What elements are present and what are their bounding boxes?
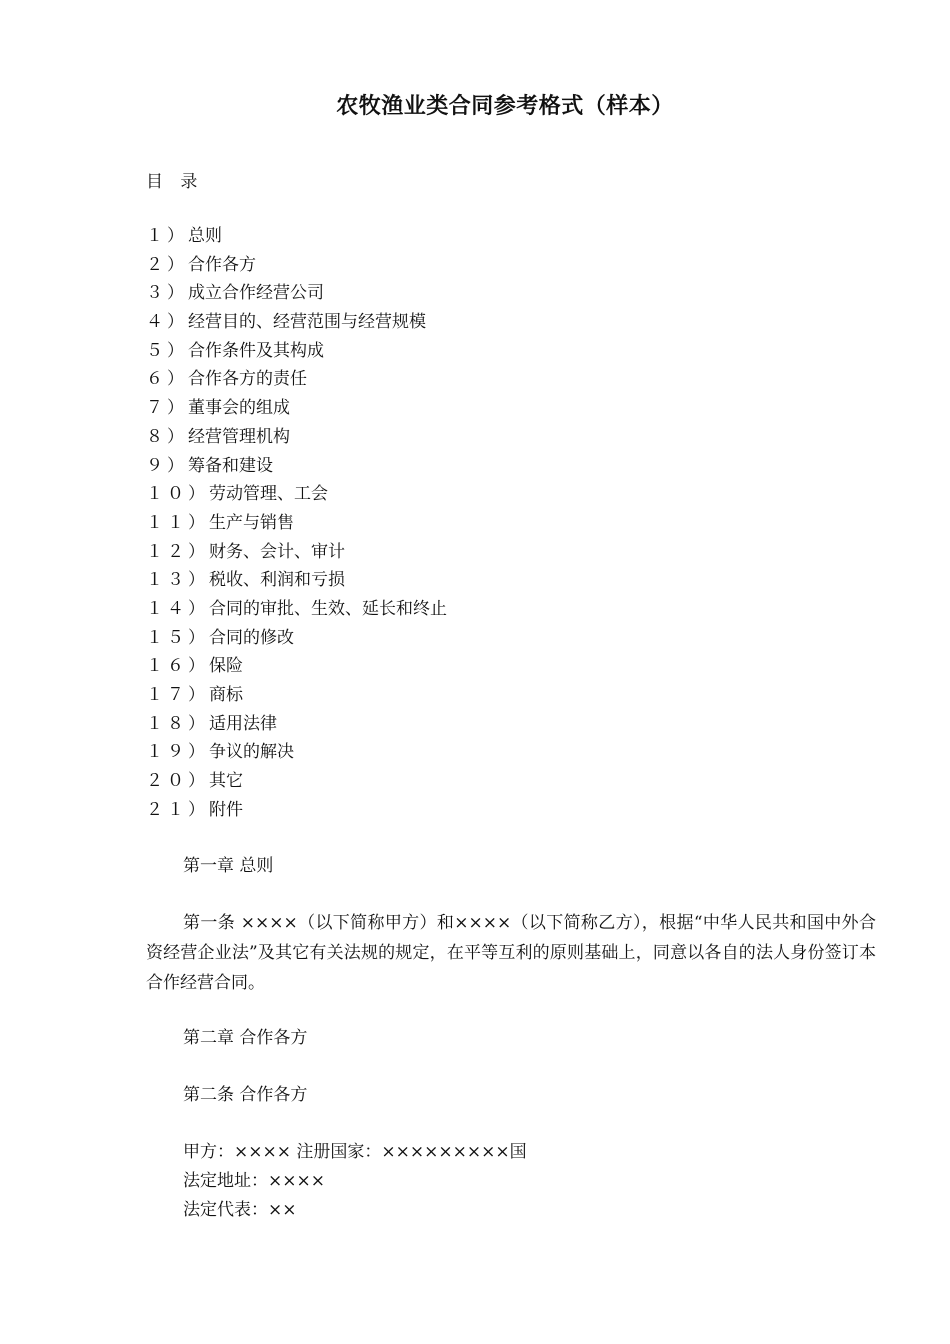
toc-item	[146, 710, 447, 739]
toc-item-label: 筹备和建设	[188, 455, 273, 476]
toc-item	[146, 681, 447, 710]
toc-item	[146, 509, 447, 538]
toc-item-number: ５）	[146, 340, 188, 361]
toc-item-label: 合作条件及其构成	[188, 340, 324, 361]
article-2-heading: 第二条 合作各方	[183, 1085, 308, 1105]
toc-item-number: １）	[146, 226, 188, 246]
party-a-line: 甲方：×××× 注册国家：×××××××××国	[183, 1142, 527, 1162]
toc-item	[146, 480, 447, 509]
toc-item-label: 合同的审批、生效、延长和终止	[209, 598, 447, 619]
toc-item	[146, 738, 447, 767]
toc-item	[146, 595, 447, 624]
toc-item	[146, 538, 447, 567]
chapter-1-heading: 第一章 总则	[183, 856, 274, 876]
toc-item	[146, 652, 447, 681]
toc-item-label: 争议的解决	[209, 742, 294, 763]
toc-item-label: 税收、利润和亏损	[209, 570, 345, 591]
toc-item-number: ２０）	[146, 771, 209, 792]
toc-item-label: 生产与销售	[209, 512, 294, 533]
toc-item-number: １４）	[146, 598, 209, 619]
article-1-paragraph: 第一条 ××××（以下简称甲方）和××××（以下简称乙方），根据“中华人民共和国中外合资经营企业法”及其它有关法规的规定，在平等互利的原则基础上，同意以各自的法人身份签订本合作经营合同。	[146, 913, 876, 993]
toc-item	[146, 308, 447, 337]
toc-item	[146, 566, 447, 595]
toc-item-number: １９）	[146, 742, 209, 763]
toc-item	[146, 767, 447, 796]
toc-item-number: １６）	[146, 656, 209, 677]
toc-item	[146, 279, 447, 308]
toc-item-number: ６）	[146, 369, 188, 390]
toc-item	[146, 251, 447, 280]
toc-item-number: １８）	[146, 713, 209, 734]
toc-item	[146, 394, 447, 423]
toc-item	[146, 796, 447, 825]
toc-item-number: １５）	[146, 627, 209, 648]
toc-item-label: 其它	[209, 771, 243, 792]
toc-item-label: 商标	[209, 685, 243, 705]
toc-heading: 目 录	[146, 172, 204, 192]
toc-item	[146, 337, 447, 366]
toc-item	[146, 222, 447, 251]
chapter-2-heading: 第二章 合作各方	[183, 1028, 308, 1048]
toc-item-number: １７）	[146, 685, 209, 705]
toc-item-number: ９）	[146, 455, 188, 476]
toc-item-label: 经营目的、经营范围与经营规模	[188, 312, 426, 333]
legal-representative-line: 法定代表：××	[183, 1200, 297, 1220]
toc-item-number: ２１）	[146, 799, 209, 820]
toc-item-number: １２）	[146, 541, 209, 562]
toc-item-number: ７）	[146, 398, 188, 419]
toc-item-number: １１）	[146, 512, 209, 533]
toc-item-number: ３）	[146, 283, 188, 304]
toc-item-number: ８）	[146, 426, 188, 447]
toc-item-number: １０）	[146, 484, 209, 505]
toc-item-label: 合作各方	[188, 254, 256, 275]
toc-item-label: 合作各方的责任	[188, 369, 307, 390]
toc-item	[146, 624, 447, 653]
toc-item-label: 总则	[188, 226, 222, 246]
legal-address-line: 法定地址：××××	[183, 1171, 325, 1191]
toc-item-label: 董事会的组成	[188, 398, 290, 419]
toc-item-label: 成立合作经营公司	[188, 283, 324, 304]
toc-item	[146, 452, 447, 481]
toc-item-number: ４）	[146, 312, 188, 333]
table-of-contents	[146, 222, 447, 824]
toc-item-label: 合同的修改	[209, 627, 294, 648]
toc-item-label: 保险	[209, 656, 243, 677]
toc-item-label: 财务、会计、审计	[209, 541, 345, 562]
toc-item	[146, 365, 447, 394]
toc-item-label: 适用法律	[209, 713, 277, 734]
document-title: 农牧渔业类合同参考格式（样本）	[336, 93, 674, 119]
toc-item-label: 劳动管理、工会	[209, 484, 328, 505]
toc-item-number: ２）	[146, 254, 188, 275]
toc-item-label: 附件	[209, 799, 243, 820]
toc-item-label: 经营管理机构	[188, 426, 290, 447]
toc-item-number: １３）	[146, 570, 209, 591]
toc-item	[146, 423, 447, 452]
